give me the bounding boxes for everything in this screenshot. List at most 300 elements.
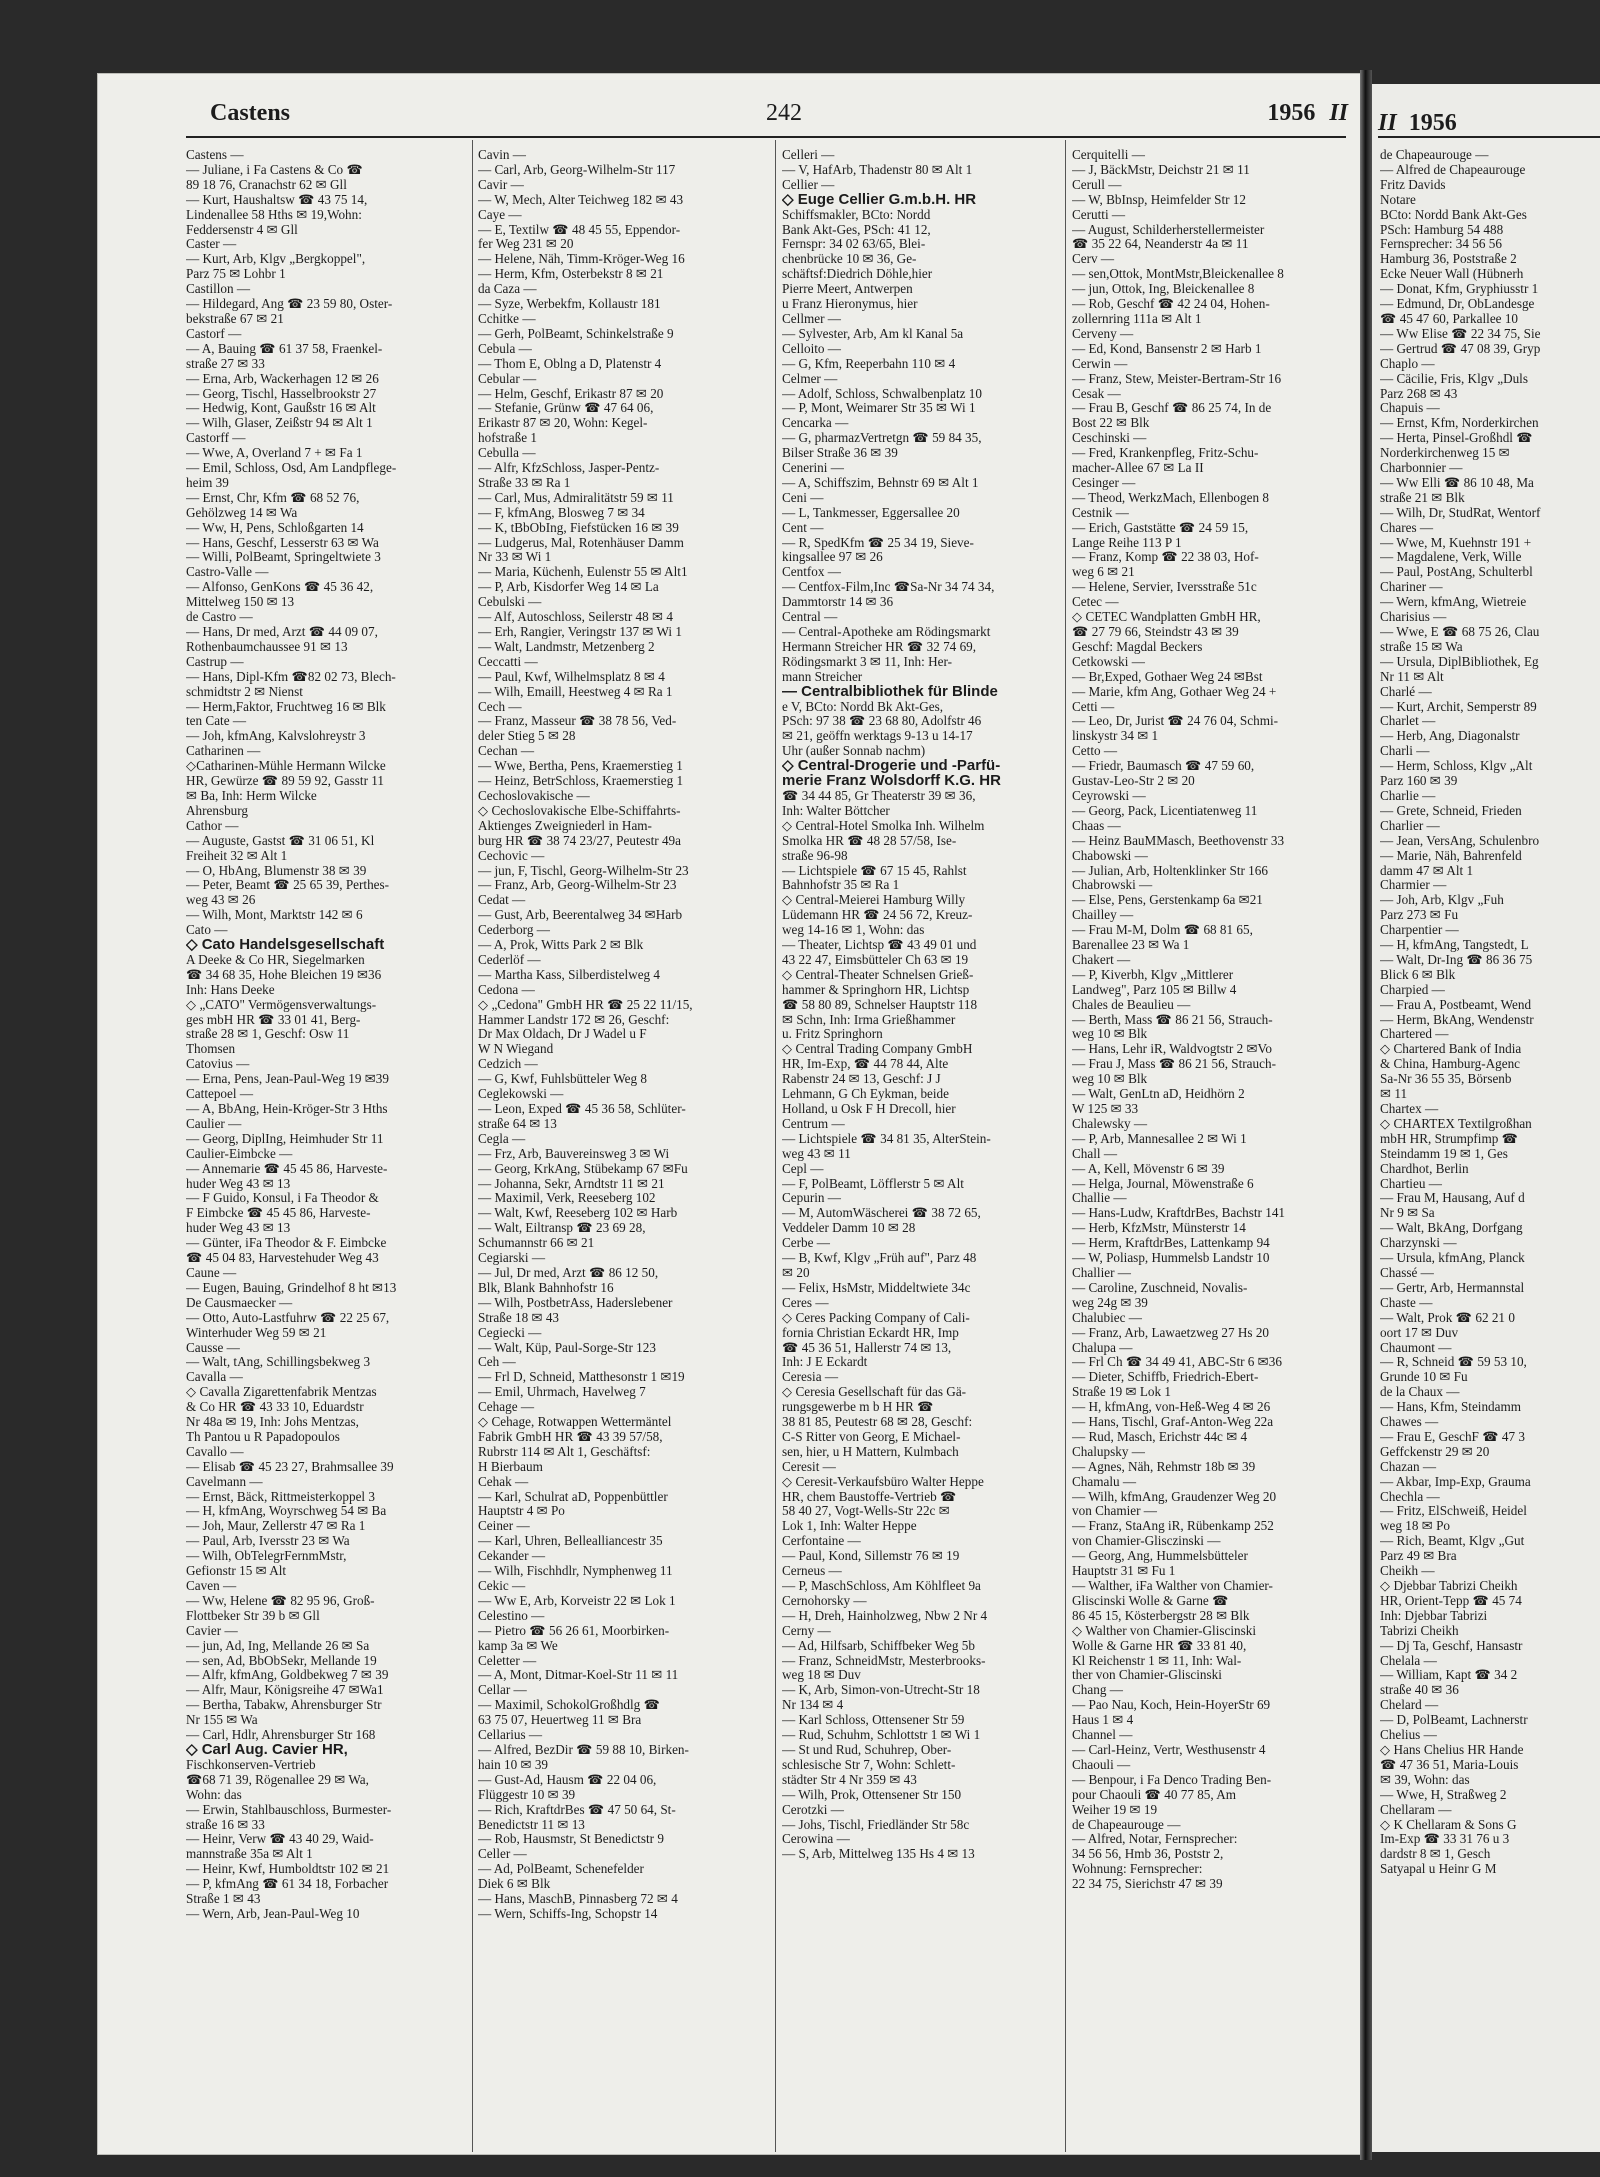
directory-entry-line: Norderkirchenweg 15 ✉ — [1380, 446, 1510, 461]
directory-entry-line: Cent — — [782, 520, 824, 535]
directory-entry-line: — K, Arb, Simon-von-Utrecht-Str 18 — [782, 1683, 980, 1698]
directory-entry-line: Schumannstr 66 ✉ 21 — [478, 1236, 595, 1251]
directory-entry-line: Cato — — [186, 923, 228, 938]
directory-entry-line: Cerneus — — [782, 1564, 842, 1579]
directory-entry-line: Chazan — — [1380, 1459, 1437, 1474]
directory-entry-line: — Ww, H, Pens, Schloßgarten 14 — [186, 520, 364, 535]
directory-entry-line: Castens — — [186, 148, 244, 162]
directory-entry-line: Cetto — — [1072, 744, 1118, 759]
directory-entry-line: — Gust, Arb, Beerentalweg 34 ✉Harb — [478, 908, 683, 923]
directory-entry-line: straße 15 ✉ Wa — [1380, 639, 1463, 654]
directory-entry-line: Sa-Nr 36 55 35, Börsenb — [1380, 1072, 1512, 1087]
directory-entry-line: u. Fritz Springhorn — [782, 1027, 883, 1042]
directory-entry-line: Chalupsky — — [1072, 1444, 1145, 1459]
directory-entry-line: — Hans-Ludw, KraftdrBes, Bachstr 141 — [1072, 1206, 1286, 1221]
directory-entry-line: — Georg, Tischl, Hasselbrookstr 27 — [186, 386, 377, 401]
directory-entry-line: Wolle & Garne HR ☎ 33 81 40, — [1072, 1638, 1247, 1653]
directory-entry-line: — Walther, iFa Walther von Chamier- — [1072, 1579, 1273, 1593]
directory-entry-line: ☎ 45 47 60, Parkallee 10 — [1380, 311, 1519, 326]
directory-entry-line: Bost 22 ✉ Blk — [1072, 416, 1150, 431]
directory-entry-line: — Pietro ☎ 56 26 61, Moorbirken- — [478, 1623, 670, 1638]
directory-entry-line: Charlet — — [1380, 714, 1436, 729]
directory-entry-line: — Wilh, kfmAng, Graudenzer Weg 20 — [1072, 1489, 1277, 1504]
directory-entry-line: — Hans, Tischl, Graf-Anton-Weg 22a — [1072, 1415, 1274, 1430]
directory-entry-line: — Elisab ☎ 45 23 27, Brahmsallee 39 — [186, 1459, 394, 1474]
directory-entry-line: Hauptstr 31 ✉ Fu 1 — [1072, 1564, 1176, 1579]
directory-entry-line: Cavallo — — [186, 1444, 244, 1459]
directory-entry-line: ☎68 71 39, Rögenallee 29 ✉ Wa, — [186, 1772, 369, 1787]
directory-entry-line: ☎ 27 79 66, Steindstr 43 ✉ 39 — [1072, 625, 1239, 639]
directory-entry-line: — Martha Kass, Silberdistelweg 4 — [478, 967, 661, 982]
directory-entry-line: — Kurt, Archit, Semperstr 89 — [1380, 699, 1537, 714]
directory-entry-line: — Frau M, Hausang, Auf d — [1380, 1191, 1525, 1206]
directory-entry-line: — Herm,Faktor, Fruchtweg 16 ✉ Blk — [186, 699, 386, 714]
directory-entry-line: Chaouli — — [1072, 1757, 1131, 1772]
directory-entry-line: bekstraße 67 ✉ 21 — [186, 311, 284, 326]
directory-entry-line: Dr Max Oldach, Dr J Wadel u F — [478, 1027, 647, 1042]
directory-entry-line: — Franz, Stew, Meister-Bertram-Str 16 — [1072, 371, 1282, 386]
directory-entry-line: Weiher 19 ✉ 19 — [1072, 1802, 1158, 1817]
directory-entry-line: Ceyrowski — — [1072, 788, 1146, 803]
directory-entry-line: Challie — — [1072, 1191, 1127, 1206]
directory-entry-line: — Alfr, kfmAng, Goldbekweg 7 ✉ 39 — [186, 1668, 389, 1683]
header-rule — [186, 136, 1346, 138]
directory-entry-line: Cekic — — [478, 1579, 526, 1593]
directory-entry-line: — Gerh, PolBeamt, Schinkelstraße 9 — [478, 326, 674, 341]
directory-entry-line: — P, Mont, Weimarer Str 35 ✉ Wi 1 — [782, 401, 976, 416]
directory-entry-line: — Caroline, Zuschneid, Novalis- — [1072, 1280, 1248, 1295]
directory-entry-line: burg HR ☎ 38 74 23/27, Peutestr 49a — [478, 833, 681, 848]
directory-entry-line: — Alfred, BezDir ☎ 59 88 10, Birken- — [478, 1742, 689, 1757]
directory-entry-line: hammer & Springhorn HR, Lichtsp — [782, 982, 970, 997]
directory-entry-line: — Heinz BauMMasch, Beethovenstr 33 — [1072, 833, 1285, 848]
directory-entry-line: — Wern, Schiffs-Ing, Schopstr 14 — [478, 1906, 658, 1921]
directory-entry-line: Chaas — — [1072, 818, 1121, 833]
directory-entry-line: de Chapeaurouge — — [1072, 1817, 1181, 1832]
directory-entry-line: — Annemarie ☎ 45 45 86, Harveste- — [186, 1161, 388, 1176]
directory-entry-line: Chelala — — [1380, 1653, 1437, 1668]
directory-entry-line: Lok 1, Inh: Walter Heppe — [782, 1519, 917, 1534]
directory-entry-line: ✉ Ba, Inh: Herm Wilcke — [186, 788, 317, 803]
directory-entry-line: Cestnik — — [1072, 505, 1129, 520]
directory-entry-line: Chaumont — — [1380, 1340, 1452, 1355]
directory-entry-line: ten Cate — — [186, 714, 247, 729]
directory-entry-line: 34 56 56, Hmb 36, Poststr 2, — [1072, 1847, 1224, 1862]
directory-entry-line: Schiffsmakler, BCto: Nordd — [782, 207, 931, 222]
directory-entry-line: ges mbH HR ☎ 33 01 41, Berg- — [186, 1012, 361, 1027]
directory-entry-line: — Dieter, Schiffb, Friedrich-Ebert- — [1072, 1370, 1259, 1385]
directory-entry-line: Cegiarski — — [478, 1251, 546, 1266]
directory-entry-line: Cavier — — [186, 1623, 238, 1638]
directory-entry-line: Channel — — [1072, 1728, 1133, 1743]
directory-entry-line: — Gertr, Arb, Hermannstal — [1380, 1280, 1525, 1295]
directory-entry-line: — F Guido, Konsul, i Fa Theodor & — [186, 1191, 379, 1206]
directory-entry-line: Inh: J E Eckardt — [782, 1355, 868, 1370]
directory-entry-line: — Frau A, Postbeamt, Wend — [1380, 997, 1532, 1012]
directory-entry-line: Cavelmann — — [186, 1474, 263, 1489]
directory-entry-line: mannstraße 35a ✉ Alt 1 — [186, 1847, 313, 1862]
directory-entry-line: Cesak — — [1072, 386, 1121, 401]
directory-entry-line: weg 6 ✉ 21 — [1072, 565, 1135, 580]
directory-entry-line: Geffckenstr 29 ✉ 20 — [1380, 1444, 1490, 1459]
directory-entry-line: ◇ Ceresia Gesellschaft für das Gä- — [782, 1385, 967, 1400]
directory-entry-line: — Maximil, SchokolGroßhdlg ☎ — [478, 1698, 660, 1713]
directory-entry-line: — Ad, Hilfsarb, Schiffbeker Weg 5b — [782, 1638, 975, 1653]
directory-entry-line: ☎ 45 04 83, Harvestehuder Weg 43 — [186, 1251, 379, 1266]
directory-entry-line: — Helga, Journal, Möwenstraße 6 — [1072, 1176, 1254, 1191]
directory-entry-line: Geschf: Magdal Beckers — [1072, 639, 1203, 654]
directory-entry-line: W 125 ✉ 33 — [1072, 1102, 1139, 1116]
directory-entry-line: & China, Hamburg-Agenc — [1380, 1057, 1521, 1072]
directory-entry-line: — G, pharmazVertretgn ☎ 59 84 35, — [782, 431, 982, 446]
directory-entry-line: — Central-Apotheke am Rödingsmarkt — [782, 625, 991, 639]
directory-entry-line: 22 34 75, Sierichstr 47 ✉ 39 — [1072, 1877, 1223, 1892]
directory-entry-line: — F, PolBeamt, Löfflerstr 5 ✉ Alt — [782, 1176, 964, 1191]
directory-entry-line: ◇ Ceresit-Verkaufsbüro Walter Heppe — [782, 1474, 984, 1489]
directory-entry-line: ◇ Ceres Packing Company of Cali- — [782, 1310, 970, 1325]
directory-entry-line: Blk, Blank Bahnhofstr 16 — [478, 1280, 614, 1295]
directory-entry-line: Fernspr: 34 02 63/65, Blei- — [782, 237, 926, 252]
directory-entry-line: ◇ Cato Handelsgesellschaft — [186, 938, 385, 953]
directory-entry-line: — Wilh, Glaser, Zeißstr 94 ✉ Alt 1 — [186, 416, 373, 431]
directory-entry-line: Cencarka — — [782, 416, 849, 431]
directory-entry-line: ☎ 45 36 51, Hallerstr 74 ✉ 13, — [782, 1340, 952, 1355]
directory-entry-line: Gliscinski Wolle & Garne ☎ — [1072, 1593, 1229, 1608]
directory-entry-line: — Herm, Kfm, Osterbekstr 8 ✉ 21 — [478, 267, 664, 282]
directory-entry-line: pour Chaouli ☎ 40 77 85, Am — [1072, 1787, 1237, 1802]
directory-entry-line: weg 43 ✉ 26 — [186, 893, 256, 908]
directory-entry-line: Dammtorstr 14 ✉ 36 — [782, 595, 894, 610]
directory-entry-line: heim 39 — [186, 475, 229, 490]
directory-entry-line: — Agnes, Näh, Rehmstr 18b ✉ 39 — [1072, 1459, 1256, 1474]
directory-entry-line: Cellier — — [782, 177, 835, 192]
directory-entry-line: Winterhuder Weg 59 ✉ 21 — [186, 1325, 327, 1340]
directory-entry-line: — Rich, KraftdrBes ☎ 47 50 64, St- — [478, 1802, 676, 1817]
directory-entry-line: Cavir — — [478, 177, 524, 192]
directory-entry-line: — Gust-Ad, Hausm ☎ 22 04 06, — [478, 1772, 657, 1787]
directory-entry-line: von Chamier — — [1072, 1504, 1157, 1519]
facing-header-year: 1956 — [1408, 110, 1457, 136]
directory-entry-line: Chariner — — [1380, 580, 1443, 595]
directory-entry-line: — Edmund, Dr, ObLandesge — [1380, 297, 1535, 312]
directory-entry-line: HR, Orient-Tepp ☎ 45 74 — [1380, 1593, 1522, 1608]
directory-entry-line: — Erich, Gaststätte ☎ 24 59 15, — [1072, 520, 1249, 535]
directory-entry-line: — H, kfmAng, von-Heß-Weg 4 ✉ 26 — [1072, 1400, 1271, 1415]
directory-entry-line: städter Str 4 Nr 359 ✉ 43 — [782, 1772, 917, 1787]
directory-entry-line: — Franz, Arb, Lawaetzweg 27 Hs 20 — [1072, 1325, 1270, 1340]
directory-entry-line: — Auguste, Gastst ☎ 31 06 51, Kl — [186, 833, 375, 848]
directory-entry-line: Cerull — — [1072, 177, 1122, 192]
directory-entry-line: — Benpour, i Fa Denco Trading Ben- — [1072, 1772, 1272, 1787]
directory-entry-line: Charlie — — [1380, 788, 1436, 803]
directory-column-1 — [186, 148, 464, 2153]
directory-entry-line: straße 96-98 — [782, 848, 848, 863]
directory-entry-line: weg 14-16 ✉ 1, Wohn: das — [782, 923, 925, 938]
directory-entry-line: — Frau B, Geschf ☎ 86 25 74, In de — [1072, 401, 1272, 416]
directory-entry-line: Cerfontaine — — [782, 1534, 861, 1549]
directory-entry-line: hofstraße 1 — [478, 431, 537, 446]
directory-entry-line: — Fritz, ElSchweiß, Heidel — [1380, 1504, 1527, 1519]
directory-entry-line: e V, BCto: Nordd Bk Akt-Ges, — [782, 699, 944, 714]
directory-entry-line: — Frau J, Mass ☎ 86 21 56, Strauch- — [1072, 1057, 1276, 1072]
directory-entry-line: — K, tBbObIng, Fiefstücken 16 ✉ 39 — [478, 520, 679, 535]
directory-entry-line: Chelard — — [1380, 1698, 1439, 1713]
directory-entry-line: — Leo, Dr, Jurist ☎ 24 76 04, Schmi- — [1072, 714, 1279, 729]
directory-entry-line: ther von Chamier-Gliscinski — [1072, 1668, 1222, 1683]
directory-entry-line: — V, HafArb, Thadenstr 80 ✉ Alt 1 — [782, 162, 973, 177]
directory-entry-line: Feddersenstr 4 ✉ Gll — [186, 222, 298, 237]
directory-entry-line: Ceccatti — — [478, 654, 538, 669]
directory-entry-line: Cepl — — [782, 1161, 824, 1176]
directory-entry-line: kamp 3a ✉ We — [478, 1638, 558, 1653]
directory-entry-line: Gehölzweg 14 ✉ Wa — [186, 505, 298, 520]
directory-entry-line: Haus 1 ✉ 4 — [1072, 1713, 1134, 1728]
directory-entry-line: Cellar — — [478, 1683, 527, 1698]
directory-entry-line: — Bertha, Tabakw, Ahrensburger Str — [186, 1698, 382, 1713]
directory-entry-line: rungsgewerbe m b H HR ☎ — [782, 1400, 934, 1415]
directory-entry-line: Bahnhofstr 35 ✉ Ra 1 — [782, 878, 900, 893]
directory-entry-line: Straße 19 ✉ Lok 1 — [1072, 1385, 1171, 1400]
directory-entry-line: — Willi, PolBeamt, Springeltwiete 3 — [186, 550, 381, 565]
directory-entry-line: Fischkonserven-Vertrieb — [186, 1757, 316, 1772]
directory-entry-line: — Frau M-M, Dolm ☎ 68 81 65, — [1072, 923, 1253, 938]
directory-entry-line: — Cäcilie, Fris, Klgv „Duls — [1380, 371, 1528, 386]
directory-entry-line: — Helene, Servier, Iversstraße 51c — [1072, 580, 1257, 595]
directory-entry-line: — Wilh, Mont, Marktstr 142 ✉ 6 — [186, 908, 363, 923]
directory-entry-line: — Alfred, Notar, Fernsprecher: — [1072, 1832, 1238, 1847]
directory-entry-line: — Berth, Mass ☎ 86 21 56, Strauch- — [1072, 1012, 1273, 1027]
directory-entry-line: — Erwin, Stahlbauschloss, Burmester- — [186, 1802, 392, 1817]
directory-entry-line: Landweg", Parz 105 ✉ Billw 4 — [1072, 982, 1237, 997]
directory-entry-line: Cebula — — [478, 341, 532, 356]
directory-entry-line: 63 75 07, Heuertweg 11 ✉ Bra — [478, 1713, 642, 1728]
directory-entry-line: Chawes — — [1380, 1415, 1439, 1430]
directory-entry-line: — Walt, tAng, Schillingsbekweg 3 — [186, 1355, 371, 1370]
directory-entry-line: ◇ Cavalla Zigarettenfabrik Mentzas — [186, 1385, 377, 1400]
directory-entry-line: — Wwe, H, Straßweg 2 — [1380, 1787, 1507, 1802]
directory-entry-line: — Alf, Autoschloss, Seilerstr 48 ✉ 4 — [478, 610, 673, 625]
directory-entry-line: PSch: Hamburg 54 488 — [1380, 222, 1504, 237]
directory-entry-line: Bank Akt-Ges, PSch: 41 12, — [782, 222, 931, 237]
directory-entry-line: Ceresia — — [782, 1370, 839, 1385]
directory-entry-line: — Herm, KraftdrBes, Lattenkamp 94 — [1072, 1236, 1270, 1251]
directory-entry-line: — Ursula, kfmAng, Planck — [1380, 1251, 1525, 1266]
directory-entry-line: — Franz, Komp ☎ 22 38 03, Hof- — [1072, 550, 1259, 565]
directory-entry-line: Im-Exp ☎ 33 31 76 u 3 — [1380, 1832, 1510, 1847]
directory-entry-line: — Franz, SchneidMstr, Mesterbrooks- — [782, 1653, 986, 1668]
directory-entry-line: mann Streicher — [782, 669, 863, 684]
directory-entry-line: — Felix, HsMstr, Middeltwiete 34c — [782, 1280, 971, 1295]
directory-entry-line: Chalewsky — — [1072, 1116, 1148, 1131]
directory-entry-line: — Wwe, M, Kuehnstr 191 + — [1380, 535, 1532, 550]
directory-entry-line: Catharinen — — [186, 744, 261, 759]
directory-entry-line: Cavin — — [478, 148, 526, 162]
directory-entry-line: Chakert — — [1072, 952, 1131, 967]
directory-entry-line: — Jul, Dr med, Arzt ☎ 86 12 50, — [478, 1265, 659, 1280]
directory-entry-line: u Franz Hieronymus, hier — [782, 297, 918, 312]
directory-entry-line: Celloito — — [782, 341, 841, 356]
directory-entry-line: Parz 49 ✉ Bra — [1380, 1549, 1457, 1564]
directory-entry-line: — Wwe, A, Overland 7 + ✉ Fa 1 — [186, 446, 363, 461]
directory-entry-line: ◇ CHARTEX Textilgroßhan — [1380, 1116, 1532, 1131]
directory-entry-line: straße 16 ✉ 33 — [186, 1817, 265, 1832]
directory-entry-line: Rubrstr 114 ✉ Alt 1, Geschäftsf: — [478, 1444, 651, 1459]
directory-entry-line: — Carl, Mus, Admiralitätstr 59 ✉ 11 — [478, 490, 674, 505]
header-left-word: Castens — [210, 100, 291, 126]
directory-entry-line: A Deeke & Co HR, Siegelmarken — [186, 952, 365, 967]
directory-entry-line: — Hans, Dr med, Arzt ☎ 44 09 07, — [186, 625, 378, 639]
directory-entry-line: fornia Christian Eckardt HR, Imp — [782, 1325, 959, 1340]
directory-entry-line: Cebulla — — [478, 446, 536, 461]
directory-entry-line: — Paul, Kwf, Wilhelmsplatz 8 ✉ 4 — [478, 669, 665, 684]
directory-entry-line: Veddeler Damm 10 ✉ 28 — [782, 1221, 916, 1236]
directory-entry-line: Hauptstr 4 ✉ Po — [478, 1504, 565, 1519]
directory-entry-line: — Grete, Schneid, Frieden — [1380, 803, 1522, 818]
directory-entry-line: Inh: Djebbar Tabrizi — [1380, 1608, 1488, 1623]
directory-entry-line: Celmer — — [782, 371, 838, 386]
directory-entry-line: — St und Rud, Schuhrep, Ober- — [782, 1742, 952, 1757]
directory-entry-line: Benedictstr 11 ✉ 13 — [478, 1817, 585, 1832]
directory-entry-line: — M, AutomWäscherei ☎ 38 72 65, — [782, 1206, 981, 1221]
directory-entry-line: Inh: Hans Deeke — [186, 982, 275, 997]
facing-directory-column — [1380, 148, 1600, 2153]
directory-entry-line: Ceresit — — [782, 1459, 836, 1474]
directory-entry-line: — A, Mont, Ditmar-Koel-Str 11 ✉ 11 — [478, 1668, 679, 1683]
directory-entry-line: ✉ 11 — [1380, 1087, 1408, 1102]
directory-entry-line: ☎ 34 68 35, Hohe Bleichen 19 ✉36 — [186, 967, 382, 982]
directory-entry-line: Parz 160 ✉ 39 — [1380, 774, 1458, 789]
directory-entry-line: merie Franz Wolsdorff K.G. HR — [782, 774, 1001, 789]
directory-entry-line: — G, Kwf, Fuhlsbütteler Weg 8 — [478, 1072, 648, 1087]
directory-entry-line: — Emil, Schloss, Osd, Am Landpflege- — [186, 461, 397, 476]
directory-entry-line: — Joh, kfmAng, Kalvslohreystr 3 — [186, 729, 366, 744]
directory-entry-line: — Peter, Beamt ☎ 25 65 39, Perthes- — [186, 878, 390, 893]
directory-entry-line: — Walt, BkAng, Dorfgang — [1380, 1221, 1523, 1236]
header-year-text: 1956 — [1267, 100, 1316, 126]
directory-entry-line: Cellarius — — [478, 1728, 543, 1743]
directory-entry-line: — Lichtspiele ☎ 34 81 35, AlterStein- — [782, 1131, 991, 1146]
directory-entry-line: Wohnung: Fernsprecher: — [1072, 1862, 1203, 1877]
directory-entry-line: Cechan — — [478, 744, 535, 759]
directory-entry-line: Celetter — — [478, 1653, 537, 1668]
directory-entry-line: — sen, Ad, BbObSekr, Mellande 19 — [186, 1653, 377, 1668]
directory-entry-line: — P, Kiverbh, Klgv „Mittlerer — [1072, 967, 1234, 982]
directory-entry-line: ◇ Euge Cellier G.m.b.H. HR — [782, 192, 977, 208]
directory-entry-line: Notare — [1380, 192, 1416, 207]
directory-entry-line: Chechla — — [1380, 1489, 1440, 1504]
directory-entry-line: Cenerini — — [782, 461, 844, 476]
directory-entry-line: Centfox — — [782, 565, 841, 580]
directory-entry-line: — W, Mech, Alter Teichweg 182 ✉ 43 — [478, 192, 684, 207]
directory-entry-line: Bilser Straße 36 ✉ 39 — [782, 446, 898, 461]
directory-entry-line: Chaste — — [1380, 1295, 1433, 1310]
facing-header-part: II — [1378, 110, 1397, 136]
directory-entry-line: Chales de Beaulieu — — [1072, 997, 1191, 1012]
directory-entry-line: PSch: 97 38 ☎ 23 68 80, Adolfstr 46 — [782, 714, 982, 729]
directory-entry-line: weg 18 ✉ Po — [1380, 1519, 1451, 1534]
directory-entry-line: — Kurt, Arb, Klgv „Bergkoppel", — [186, 252, 366, 267]
directory-entry-line: Cegiecki — — [478, 1325, 542, 1340]
directory-entry-line: — L, Tankmesser, Eggersallee 20 — [782, 505, 960, 520]
directory-entry-line: ◇Catharinen-Mühle Hermann Wilcke — [186, 759, 386, 774]
directory-entry-line: 38 81 85, Peutestr 68 ✉ 28, Geschf: — [782, 1415, 973, 1430]
directory-entry-line: 43 22 47, Eimsbütteler Ch 63 ✉ 19 — [782, 952, 969, 967]
directory-entry-line: — Alfr, KfzSchloss, Jasper-Pentz- — [478, 461, 660, 476]
directory-entry-line: straße 64 ✉ 13 — [478, 1116, 557, 1131]
page-header — [116, 100, 1352, 134]
directory-entry-line: — Wern, Arb, Jean-Paul-Weg 10 — [186, 1906, 360, 1921]
directory-entry-line: — Erna, Arb, Wackerhagen 12 ✉ 26 — [186, 371, 379, 386]
directory-entry-line: Chabrowski — — [1072, 878, 1153, 893]
directory-entry-line: Cepurin — — [782, 1191, 841, 1206]
directory-entry-line: ✉ Schn, Inh: Irma Grießhammer — [782, 1012, 956, 1027]
directory-entry-line: macher-Allee 67 ✉ La II — [1072, 461, 1204, 476]
directory-entry-line: Cerwin — — [1072, 356, 1128, 371]
directory-entry-line: — G, Kfm, Reeperbahn 110 ✉ 4 — [782, 356, 956, 371]
directory-entry-line: ◇ „CATO" Vermögensverwaltungs- — [186, 997, 377, 1012]
directory-entry-line: Chares — — [1380, 520, 1434, 535]
directory-entry-line: ◇ Central-Drogerie und -Parfü- — [782, 759, 1001, 775]
directory-entry-line: Straße 1 ✉ 43 — [186, 1892, 261, 1907]
directory-entry-line: — Karl, Schulrat aD, Poppenbüttler — [478, 1489, 668, 1504]
directory-entry-line: Cernohorsky — — [782, 1593, 867, 1608]
directory-entry-line: — Walt, GenLtn aD, Heidhörn 2 — [1072, 1087, 1245, 1102]
directory-entry-line: Charisius — — [1380, 610, 1447, 625]
directory-entry-line: da Caza — — [478, 282, 537, 297]
directory-entry-line: Freiheit 32 ✉ Alt 1 — [186, 848, 288, 863]
directory-entry-line: — P, Arb, Kisdorfer Weg 14 ✉ La — [478, 580, 659, 595]
directory-entry-line: Cebular — — [478, 371, 537, 386]
directory-entry-line: — Stefanie, Grünw ☎ 47 64 06, — [478, 401, 654, 416]
directory-entry-line: Caune — — [186, 1265, 237, 1280]
directory-entry-line: Blick 6 ✉ Blk — [1380, 967, 1456, 982]
directory-entry-line: Parz 75 ✉ Lohbr 1 — [186, 267, 286, 282]
directory-entry-line: — Herm, Schloss, Klgv „Alt — [1380, 759, 1533, 774]
directory-entry-line: — Leon, Exped ☎ 45 36 58, Schlüter- — [478, 1102, 686, 1116]
directory-entry-line: — Magdalene, Verk, Wille — [1380, 550, 1522, 565]
directory-entry-line: — Fred, Krankenpfleg, Fritz-Schu- — [1072, 446, 1259, 461]
directory-entry-line: Ahrensburg — [186, 803, 249, 818]
directory-entry-line: Cekander — — [478, 1549, 546, 1564]
directory-entry-line: — jun, F, Tischl, Georg-Wilhelm-Str 23 — [478, 863, 689, 878]
directory-entry-line: dardstr 8 ✉ 1, Gesch — [1380, 1847, 1491, 1862]
directory-entry-line: — Alfonso, GenKons ☎ 45 36 42, — [186, 580, 374, 595]
directory-entry-line: — Otto, Auto-Lastfuhrw ☎ 22 25 67, — [186, 1310, 390, 1325]
directory-entry-line: — Franz, Masseur ☎ 38 78 56, Ved- — [478, 714, 677, 729]
directory-entry-line: Cavalla — — [186, 1370, 243, 1385]
directory-entry-line: — Walt, Landmstr, Metzenberg 2 — [478, 639, 655, 654]
directory-entry-line: Cattepoel — — [186, 1087, 254, 1102]
directory-entry-line: fer Weg 231 ✉ 20 — [478, 237, 574, 252]
directory-entry-line: — A, Prok, Witts Park 2 ✉ Blk — [478, 938, 644, 953]
directory-entry-line: — Adolf, Schloss, Schwalbenplatz 10 — [782, 386, 982, 401]
directory-entry-line: weg 18 ✉ Duv — [782, 1668, 861, 1683]
directory-entry-line: — Dj Ta, Geschf, Hansastr — [1380, 1638, 1523, 1653]
directory-entry-line: Charpied — — [1380, 982, 1445, 997]
directory-entry-line: W N Wiegand — [478, 1042, 554, 1057]
directory-entry-line: — Maria, Küchenh, Eulenstr 55 ✉ Alt1 — [478, 565, 688, 580]
directory-entry-line: — Wwe, E ☎ 68 75 26, Clau — [1380, 625, 1540, 639]
directory-entry-line: Cehage — — [478, 1400, 535, 1415]
directory-entry-line: Ecke Neuer Wall (Hübnerh — [1380, 267, 1524, 282]
directory-entry-line: — Ww Elli ☎ 86 10 48, Ma — [1380, 475, 1534, 490]
directory-entry-line: — Ludgerus, Mal, Rotenhäuser Damm — [478, 535, 684, 550]
directory-entry-line: Cellmer — — [782, 311, 841, 326]
directory-entry-line: linskystr 34 ✉ 1 — [1072, 729, 1159, 744]
directory-entry-line: — H, kfmAng, Tangstedt, L — [1380, 938, 1529, 953]
directory-entry-line: weg 10 ✉ Blk — [1072, 1027, 1148, 1042]
directory-entry-line: — Eugen, Bauing, Grindelhof 8 ht ✉13 — [186, 1280, 397, 1295]
